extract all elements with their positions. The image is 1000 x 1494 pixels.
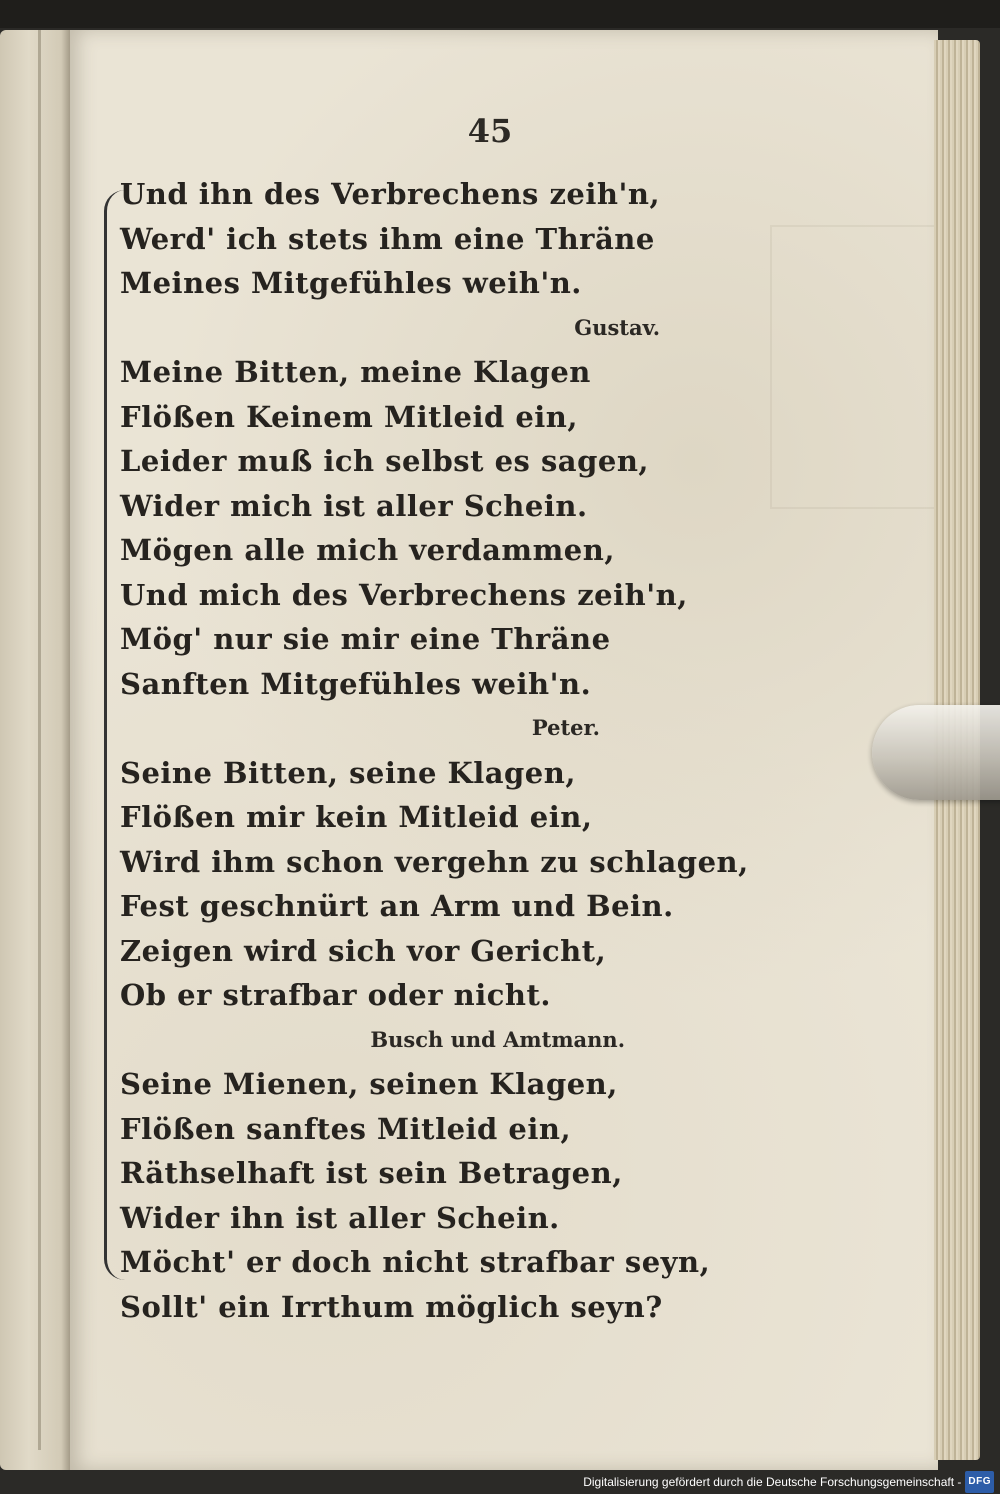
dfg-logo: DFG <box>965 1471 994 1493</box>
verse-line: Wider ihn ist aller Schein. <box>120 1200 560 1235</box>
verse-line: Meine Bitten, meine Klagen <box>120 355 591 389</box>
footer-credit <box>583 1472 994 1492</box>
verse-line: Flößen sanftes Mitleid ein, <box>120 1111 572 1146</box>
verse-line: Mögen alle mich verdammen, <box>120 533 615 567</box>
verse-line: Möcht' er doch nicht strafbar seyn, <box>120 1245 711 1279</box>
footer-credit-text: Digitalisierung gefördert durch die Deutsche Forschungsgemeinschaft - <box>583 1475 962 1489</box>
verse-line: Sanften Mitgefühles weih'n. <box>120 666 592 701</box>
speaker-label: Gustav. <box>574 314 660 340</box>
verse-line: Seine Mienen, seinen Klagen, <box>120 1067 618 1101</box>
verse-line: Meines Mitgefühles weih'n. <box>120 266 582 300</box>
speaker-label: Peter. <box>531 715 600 740</box>
verse-line: Und ihn des Verbrechens zeih'n, <box>120 177 661 211</box>
verse-line: Flößen Keinem Mitleid ein, <box>120 399 578 434</box>
verse-line: Wird ihm schon vergehn zu schlagen, <box>120 844 749 879</box>
verse-line: Fest geschnürt an Arm und Bein. <box>120 889 674 923</box>
verse-line: Und mich des Verbrechens zeih'n, <box>120 577 688 612</box>
verse-line: Sollt' ein Irrthum möglich seyn? <box>120 1289 663 1324</box>
book-gutter <box>38 30 41 1450</box>
verse-line: Flößen mir kein Mitleid ein, <box>120 800 593 834</box>
verse-line: Räthselhaft ist sein Betragen, <box>120 1156 623 1190</box>
verse-line: Seine Bitten, seine Klagen, <box>120 755 576 790</box>
verse-line: Ob er strafbar oder nicht. <box>120 978 551 1012</box>
verse-line: Leider muß ich selbst es sagen, <box>120 444 650 478</box>
show-through-text <box>770 225 954 509</box>
left-page-edge <box>0 30 72 1470</box>
verse-text <box>120 172 749 1329</box>
page-number: 45 <box>467 112 513 150</box>
verse-line: Wider mich ist aller Schein. <box>120 488 588 523</box>
page-clip <box>872 705 1000 800</box>
speaker-label: Busch und Amtmann. <box>370 1026 625 1052</box>
verse-line: Mög' nur sie mir eine Thräne <box>120 622 611 656</box>
verse-line: Werd' ich stets ihm eine Thräne <box>120 221 655 256</box>
verse-line: Zeigen wird sich vor Gericht, <box>120 933 607 968</box>
top-margin <box>0 0 1000 28</box>
